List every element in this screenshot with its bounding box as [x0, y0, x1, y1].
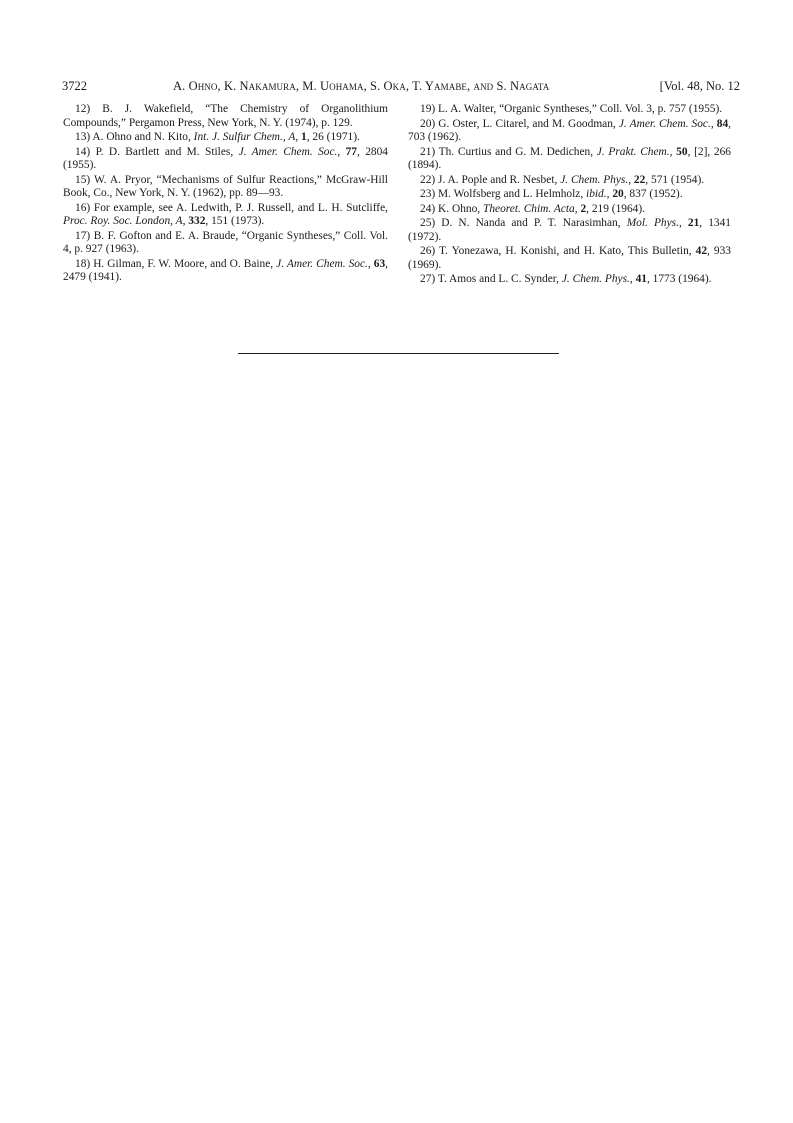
reference-item: 23) M. Wolfsberg and L. Helmholz, ibid., 20, 837 (1952). [420, 188, 683, 200]
reference-item: 22) J. A. Pople and R. Nesbet, J. Chem. Phys., 22, 571 (1954). [420, 173, 705, 186]
volume-issue: [Vol. 48, No. 12 [659, 79, 740, 93]
reference-item: 21) Th. Curtius and G. M. Dedichen, J. Prakt. Chem., 50, [2], 266 (1894). [408, 145, 731, 171]
references-column-right [408, 103, 731, 288]
references-column-left [63, 103, 388, 286]
running-header [62, 79, 740, 97]
page-number: 3722 [62, 79, 87, 93]
reference-item: 25) D. N. Nanda and P. T. Narasimhan, Mol. Phys., 21, 1341 (1972). [408, 217, 731, 243]
reference-item: 12) B. J. Wakefield, “The Chemistry of Organolithium Compounds,” Pergamon Press, New York, N. Y. (1974), p. 129. [63, 103, 388, 129]
reference-item: 27) T. Amos and L. C. Synder, J. Chem. Phys., 41, 1773 (1964). [420, 273, 712, 285]
reference-item: 13) A. Ohno and N. Kito, Int. J. Sulfur Chem., A, 1, 26 (1971). [75, 131, 360, 143]
reference-item: 17) B. F. Gofton and E. A. Braude, “Organic Syntheses,” Coll. Vol. 4, p. 927 (1963). [63, 229, 388, 255]
reference-item: 24) K. Ohno, Theoret. Chim. Acta, 2, 219 (1964). [420, 202, 646, 215]
reference-item: 19) L. A. Walter, “Organic Syntheses,” Coll. Vol. 3, p. 757 (1955). [420, 103, 723, 115]
running-authors: A. Ohno, K. Nakamura, M. Uohama, S. Oka, T. Yamabe, and S. Nagata [173, 79, 550, 93]
reference-item: 14) P. D. Bartlett and M. Stiles, J. Amer. Chem. Soc., 77, 2804 (1955). [63, 145, 388, 171]
reference-item: 16) For example, see A. Ledwith, P. J. Russell, and L. H. Sutcliffe, Proc. Roy. Soc. London, A, 332, 151 (1973). [63, 201, 388, 227]
reference-item: 20) G. Oster, L. Citarel, and M. Goodman, J. Amer. Chem. Soc., 84, 703 (1962). [408, 117, 731, 143]
end-rule [238, 353, 559, 354]
reference-item: 15) W. A. Pryor, “Mechanisms of Sulfur Reactions,” McGraw-Hill Book, Co., New York, N. Y. (1962), pp. 89—93. [63, 173, 388, 199]
reference-item: 26) T. Yonezawa, H. Konishi, and H. Kato, This Bulletin, 42, 933 (1969). [408, 245, 731, 271]
reference-item: 18) H. Gilman, F. W. Moore, and O. Baine, J. Amer. Chem. Soc., 63, 2479 (1941). [63, 257, 389, 283]
